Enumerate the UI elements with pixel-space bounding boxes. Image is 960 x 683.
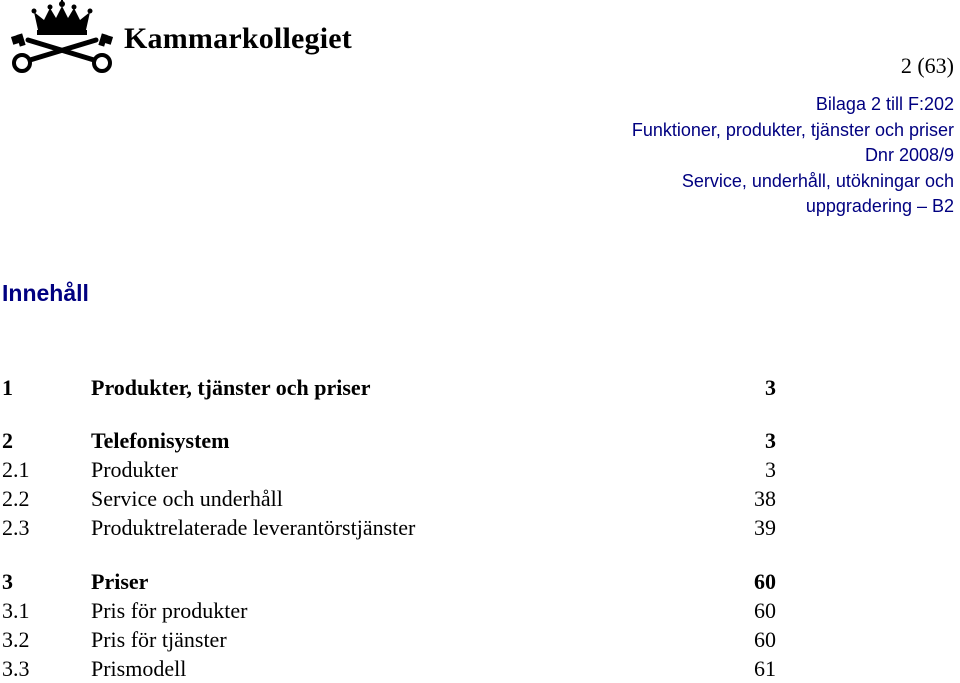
toc-entry-2-1[interactable] <box>2 456 776 484</box>
toc-entry-3-1[interactable] <box>2 597 776 625</box>
page-number: 2 (63) <box>900 53 954 78</box>
toc-entry-page: 39 <box>754 515 776 540</box>
toc-entry-title: Pris för produkter <box>91 598 248 623</box>
toc-heading: Innehåll <box>2 280 89 306</box>
document-area-line-1: Service, underhåll, utökningar och <box>681 170 954 191</box>
document-subject: Funktioner, produkter, tjänster och priser <box>631 119 954 140</box>
toc-entry-number: 2.1 <box>2 457 30 482</box>
toc-entry-page: 38 <box>754 486 776 511</box>
toc-entry-number: 1 <box>2 375 13 400</box>
toc-entry-title: Service och underhåll <box>91 486 283 511</box>
toc-entry-number: 3.1 <box>2 598 30 623</box>
toc-entry-number: 3 <box>2 569 13 594</box>
toc-entry-title: Priser <box>91 569 149 594</box>
toc-entry-title: Telefonisystem <box>91 428 230 453</box>
document-area-line-2: uppgradering – B2 <box>805 196 954 216</box>
toc-entry-1[interactable] <box>2 374 776 402</box>
toc-entry-title: Produktrelaterade leverantörstjänster <box>91 515 416 540</box>
toc-entry-3-3[interactable] <box>2 655 776 683</box>
toc-entry-title: Produkter <box>91 457 178 482</box>
logo-wordmark: Kammarkollegiet <box>124 22 352 55</box>
toc-entry-3-2[interactable] <box>2 626 776 654</box>
attachment-reference: Bilaga 2 till F:202 <box>815 94 954 114</box>
toc-entry-title: Produkter, tjänster och priser <box>91 375 371 400</box>
toc-entry-page: 3 <box>765 375 776 400</box>
toc-entry-page: 60 <box>754 627 776 652</box>
toc-entry-page: 60 <box>754 569 776 594</box>
toc-entry-page: 61 <box>754 656 776 681</box>
toc-entry-number: 3.2 <box>2 627 30 652</box>
toc-entry-page: 60 <box>754 598 776 623</box>
toc-entry-number: 2.2 <box>2 486 30 511</box>
toc-entry-number: 2 <box>2 428 13 453</box>
toc-entry-page: 3 <box>765 428 776 453</box>
toc-entry-title: Prismodell <box>91 656 187 681</box>
toc-entry-3[interactable] <box>2 568 776 596</box>
toc-entry-number: 2.3 <box>2 515 30 540</box>
toc-entry-number: 3.3 <box>2 656 30 681</box>
toc-entry-2-3[interactable] <box>2 514 776 542</box>
toc-entry-2-2[interactable] <box>2 485 776 513</box>
toc-entry-2[interactable] <box>2 427 776 455</box>
registration-number: Dnr 2008/9 <box>864 145 954 165</box>
toc-entry-page: 3 <box>765 457 776 482</box>
toc-entry-title: Pris för tjänster <box>91 627 227 652</box>
